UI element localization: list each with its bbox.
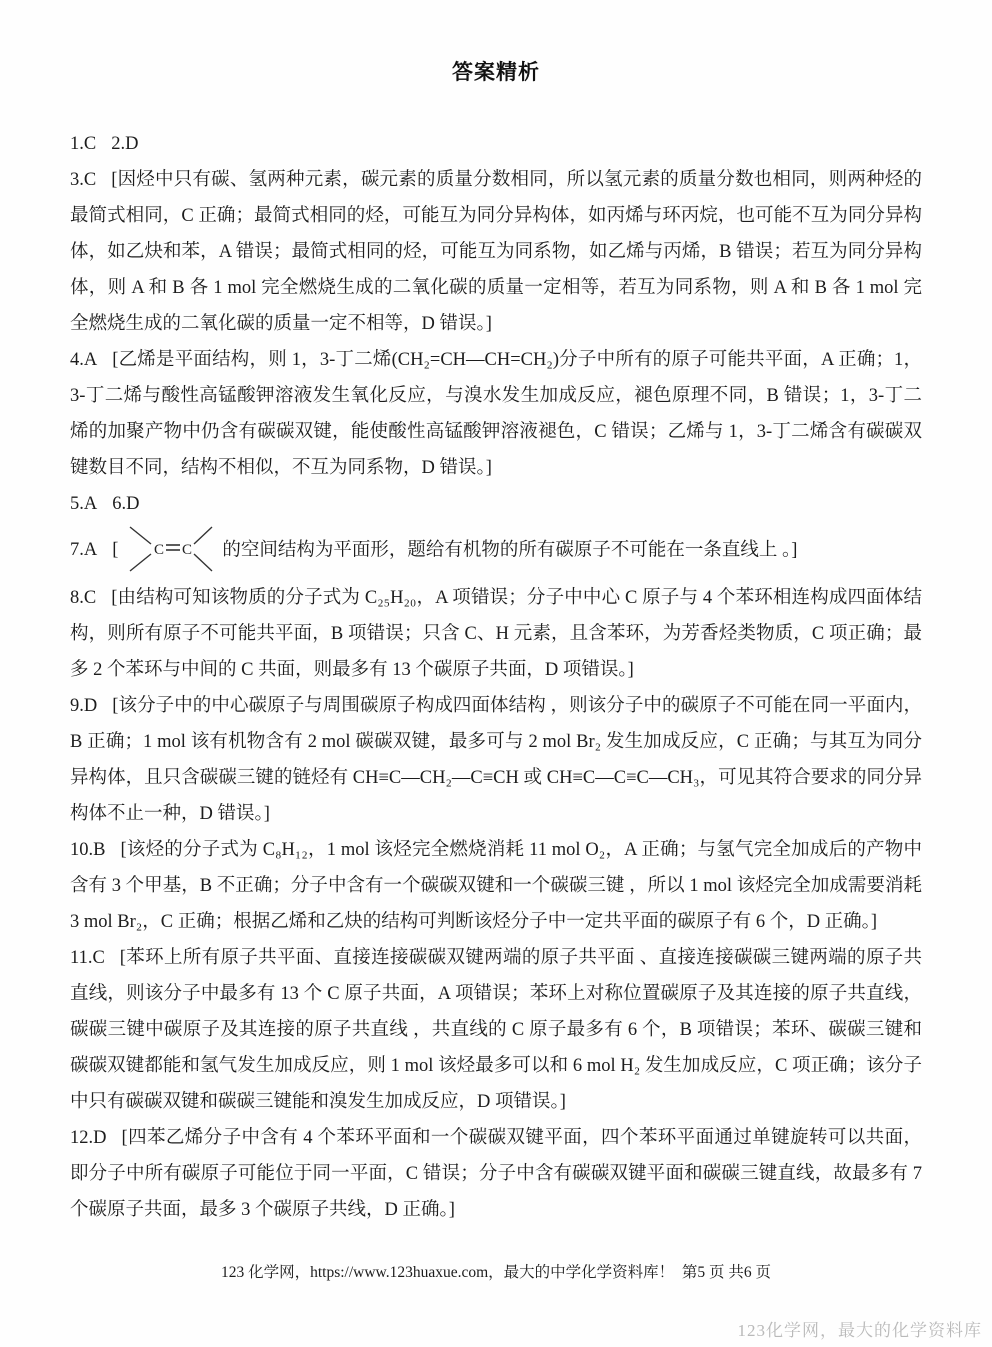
answer-text: 6.D bbox=[112, 494, 140, 514]
answer-paragraph-11 bbox=[70, 940, 922, 1120]
answer-paragraph-7 bbox=[70, 522, 922, 580]
left-carbon-label: C bbox=[154, 542, 165, 558]
ethene-skeleton-diagram bbox=[124, 522, 216, 576]
answer-text: [乙烯是平面结构，则 1，3-丁二烯(CH₂=CH—CH=CH₂)分子中所有的原子可能共平面，A 正确；1，3-丁二烯与酸性高锰酸钾溶液发生氧化反应，与溴水发生加成反应，褪色原理不同，B 错误；1，3-丁二烯的加聚产物中仍含有碳碳双键，能使酸性高锰酸钾溶液褪色，C 错误；乙烯与 1，3-丁二烯含有碳碳双键数目不同，结构不相似，不互为同系物，D 错误。] bbox=[70, 350, 922, 478]
page-title: 答案精析 bbox=[452, 60, 540, 84]
right-carbon-label: C bbox=[182, 542, 193, 558]
answer-paragraph-8 bbox=[70, 580, 922, 688]
answer-number: 7.A bbox=[70, 540, 98, 561]
answer-number: 12.D bbox=[70, 1128, 107, 1148]
answer-line-5-6 bbox=[70, 486, 922, 522]
answer-number: 5.A bbox=[70, 494, 98, 514]
answer-number: 4.A bbox=[70, 350, 98, 370]
answer-text: [由结构可知该物质的分子式为 C₂₅H₂₀，A 项错误；分子中中心 C 原子与 4 个苯环相连构成四面体结构，则所有原子不可能共平面，B 项错误；只含 C、H 元素，且含苯环，为芳香烃类物质，C 项正确；最多 2 个苯环与中间的 C 共面，则最多有 13 个碳原子共面，D 项错误。] bbox=[70, 588, 922, 680]
answers-section bbox=[70, 126, 922, 1228]
answer-number: 3.C bbox=[70, 170, 97, 190]
answer-line-1-2 bbox=[70, 126, 922, 162]
answer-text: [苯环上所有原子共平面、直接连接碳碳双键两端的原子共平面 、直接连接碳碳三键两端的原子共直线，则该分子中最多有 13 个 C 原子共面，A 项错误；苯环上对称位置碳原子及其连接的原子共直线， 碳碳三键中碳原子及其连接的原子共直线 ，共直线的 C 原子最多有 6 个，B 项错误；苯环、碳碳三键和碳碳双键都能和氢气发生加成反应，则 1 mol 该烃最多可以和 6 mol H₂ 发生加成反应，C 项正确；该分子中只有碳碳双键和碳碳三键能和溴发生加成反应，D 项错误。] bbox=[70, 948, 922, 1112]
answer-paragraph-3 bbox=[70, 162, 922, 342]
open-bracket: [ bbox=[112, 540, 119, 561]
answer-text: [因烃中只有碳、氢两种元素，碳元素的质量分数相同，所以氢元素的质量分数也相同，则两种烃的最简式相同，C 正确；最简式相同的烃，可能互为同分异构体，如丙烯与环丙烷，也可能不互为同分异构体，如乙炔和苯，A 错误；最简式相同的烃，可能互为同系物，如乙烯与丙烯，B 错误；若互为同分异构体，则 A 和 B 各 1 mol 完全燃烧生成的二氧化碳的质量一定相等，若互为同系物，则 A 和 B 各 1 mol 完全燃烧生成的二氧化碳的质量一定不相等，D 错误。] bbox=[70, 170, 922, 334]
answer-number: 10.B bbox=[70, 840, 106, 860]
answer-paragraph-10 bbox=[70, 832, 922, 940]
answer-text: [该烃的分子式为 C₈H₁₂，1 mol 该烃完全燃烧消耗 11 mol O₂，A 正确；与氢气完全加成后的产物中含有 3 个甲基，B 不正确；分子中含有一个碳碳双键和一个碳碳三键 ，所以 1 mol 该烃完全加成需要消耗 3 mol Br₂，C 正确；根据乙烯和乙炔的结构可判断该烃分子中一定共平面的碳原子有 6 个，D 正确。] bbox=[70, 840, 922, 932]
answer-number: 8.C bbox=[70, 588, 97, 608]
answer-paragraph-12 bbox=[70, 1120, 922, 1228]
answer-paragraph-4 bbox=[70, 342, 922, 486]
answer-paragraph-9 bbox=[70, 688, 922, 832]
answer-number: 1.C bbox=[70, 134, 97, 154]
answer-text: 2.D bbox=[111, 134, 139, 154]
answer-text: [四苯乙烯分子中含有 4 个苯环平面和一个碳碳双键平面，四个苯环平面通过单键旋转可以共面，即分子中所有碳原子可能位于同一平面，C 错误；分子中含有碳碳双键平面和碳碳三键直线，故最多有 7 个碳原子共面，最多 3 个碳原子共线，D 正确。] bbox=[70, 1128, 922, 1220]
answer-text: 的空间结构为平面形，题给有机物的所有碳原子不可能在一条直线上 。] bbox=[222, 540, 798, 561]
answer-number: 9.D bbox=[70, 696, 98, 716]
answer-number: 11.C bbox=[70, 948, 105, 968]
page-footer: 123 化学网，https://www.123huaxue.com，最大的中学化学资料库！ 第5 页 共6 页 bbox=[220, 1264, 772, 1281]
answer-text: [该分子中的中心碳原子与周围碳原子构成四面体结构 ，则该分子中的碳原子不可能在同一平面内，B 正确；1 mol 该有机物含有 2 mol 碳碳双键，最多可与 2 mol Br₂ 发生加成反应，C 正确；与其互为同分异构体，且只含碳碳三键的链烃有 CH≡C—CH₂—C≡CH 或 CH≡C—C≡C—CH₃，可见其符合要求的同分异构体不止一种，D 错误。] bbox=[70, 696, 922, 824]
watermark-text: 123化学网，最大的化学资料库 bbox=[737, 1321, 982, 1340]
